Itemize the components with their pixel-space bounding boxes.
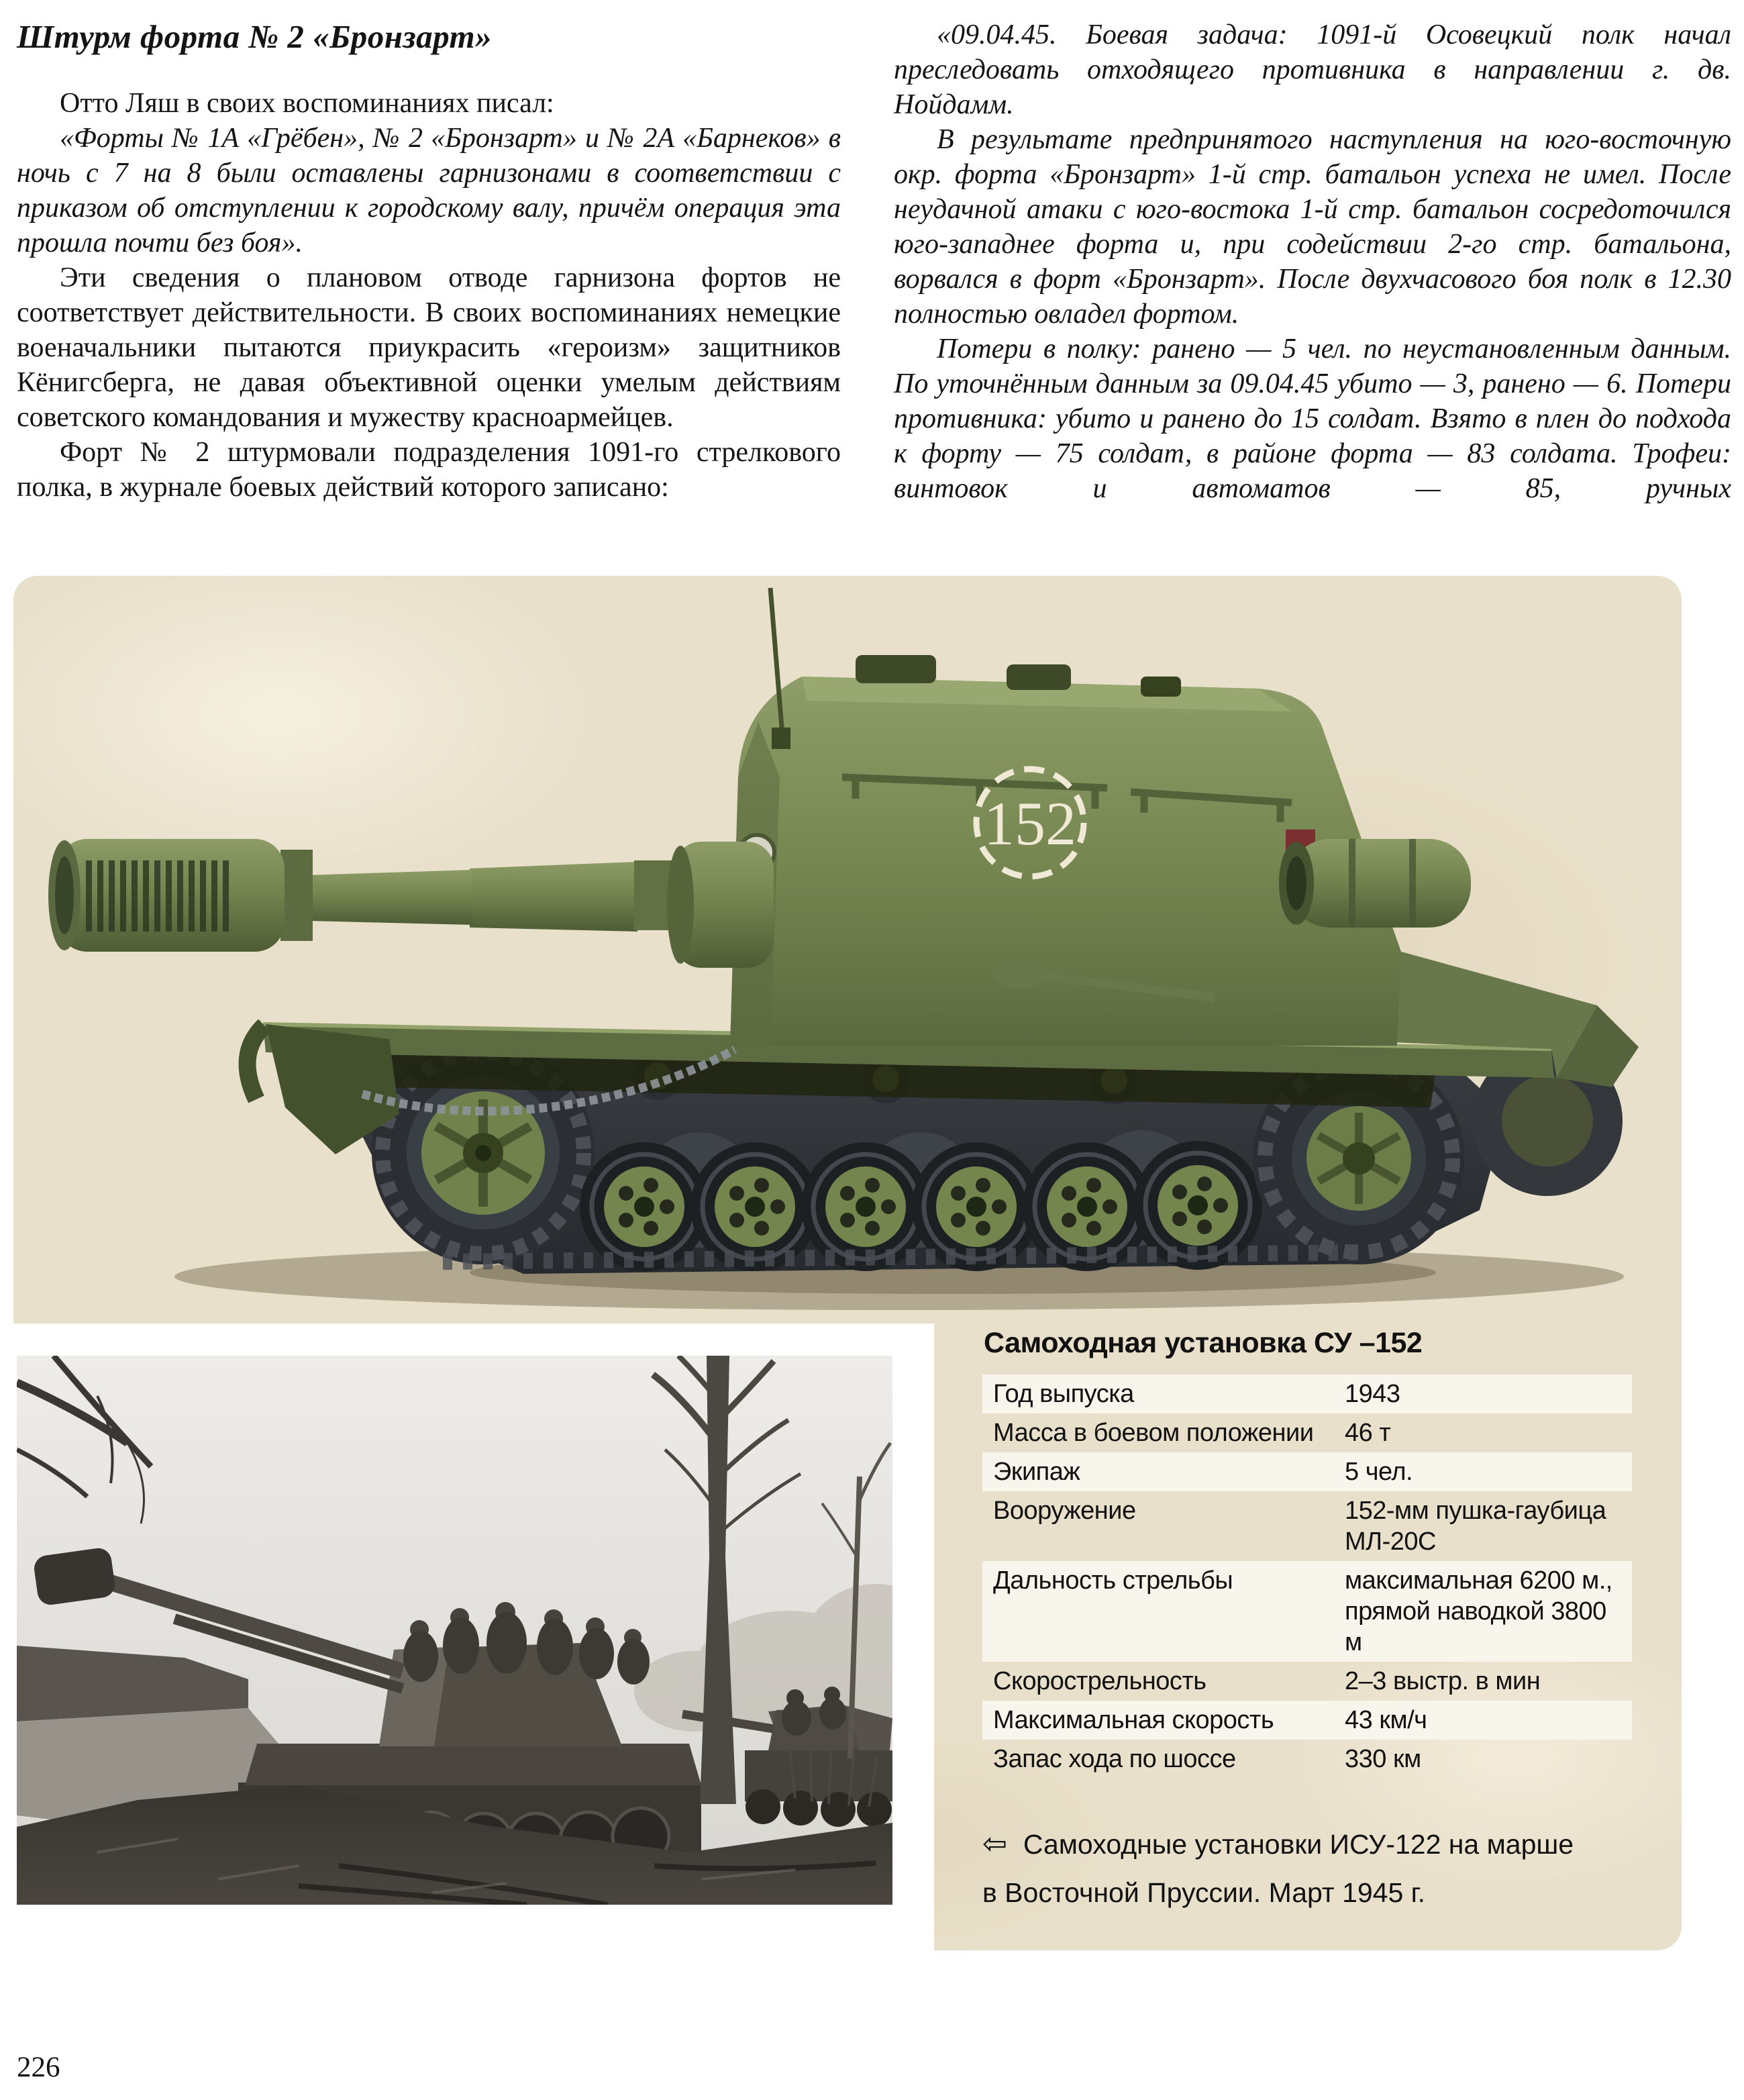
paragraph: Эти сведения о плановом отводе гарнизона фортов не соответствует действительности. В своих воспоминаниях немецкие военачальники пытаются приукрасить «героизм» защитников Кёнигсберга, не давая объективной оценки умелым действиям советского командования и мужеству красноармейцев. [17, 262, 841, 433]
spec-value: 330 км [1345, 1745, 1421, 1773]
paragraph: Отто Ляш в своих воспоминаниях писал: [60, 88, 554, 119]
spec-label: Экипаж [993, 1458, 1080, 1486]
spec-table [982, 1326, 1632, 1779]
right-paragraphs [894, 17, 1731, 506]
spec-value: 43 км/ч [1345, 1706, 1427, 1734]
spec-value: максимальная 6200 м., прямой наводкой 3800 м [1345, 1566, 1612, 1656]
photo-caption-text1: Самоходные установки ИСУ-122 на марше [1023, 1829, 1574, 1860]
spec-row [982, 1491, 1632, 1561]
paragraph: В результате предпринятого наступления на юго-восточную окр. форта «Бронзарт» 1-й стр. батальон успеха не имел. После неудачной атаки с юго-востока 1-й стр. батальон сосредоточился юго-западнее форта и, при содействии 2-го стр. батальона, ворвался в форт «Бронзарт». После двухчасового боя полк в 12.30 полностью овладел фортом. [894, 124, 1731, 330]
left-arrow-icon: ⇦ [982, 1827, 1007, 1861]
spec-value: 5 чел. [1345, 1458, 1413, 1486]
svg-text:152: 152 [984, 789, 1076, 858]
spec-row [982, 1701, 1632, 1740]
photo-caption-text2: в Восточной Пруссии. Март 1945 г. [982, 1877, 1426, 1908]
spec-label: Год выпуска [993, 1380, 1134, 1408]
spec-row [982, 1452, 1632, 1491]
spec-label: Масса в боевом положении [993, 1419, 1314, 1447]
spec-value: 152-мм пушка-гаубица МЛ-20С [1345, 1497, 1606, 1556]
spec-table-title: Самоходная установка СУ –152 [984, 1327, 1423, 1359]
right-text-column [894, 17, 1731, 506]
spec-label: Дальность стрельбы [993, 1566, 1233, 1595]
spec-row [982, 1413, 1632, 1452]
paragraph: Форт № 2 штурмовали подразделения 1091-го стрелкового полка, в журнале боевых действий которого записано: [17, 437, 841, 503]
spec-value: 1943 [1345, 1380, 1400, 1408]
page-title: Штурм форта № 2 «Бронзарт» [17, 18, 493, 55]
photo-caption-line1 [982, 1820, 1653, 1868]
su152-model-image [13, 576, 1682, 1323]
paragraph: «09.04.45. Боевая задача: 1091-й Осовецкий полк начал преследовать отходящего противника в направлении г. дв. Нойдамм. [894, 19, 1731, 120]
spec-row [982, 1374, 1632, 1413]
paragraph: «Форты № 1А «Грёбен», № 2 «Бронзарт» и № 2А «Барнеков» в ночь с 7 на 8 были оставлены гарнизонами в соответствии с приказом об отступлении к городскому валу, причём операция эта прошла почти без боя». [17, 123, 841, 258]
gun-barrel [48, 839, 774, 968]
spec-table-rows [982, 1374, 1632, 1779]
spec-row [982, 1740, 1632, 1779]
spec-value: 2–3 выстр. в мин [1345, 1667, 1541, 1695]
external-fuel-tank [1279, 830, 1471, 928]
spec-label: Запас хода по шоссе [993, 1745, 1236, 1773]
photo-caption [982, 1820, 1653, 1917]
spec-label: Скорострельность [993, 1667, 1207, 1695]
spec-row [982, 1662, 1632, 1701]
spec-row [982, 1561, 1632, 1662]
left-text-column [17, 17, 841, 505]
paragraph: Потери в полку: ранено — 5 чел. по неустановленным данным. По уточнённым данным за 09.04.45 убито — 3, ранено — 6. Потери противника: убито и ранено до 15 солдат. Взято в плен до подхода к форту — 75 солдат, в районе форта — 83 солдата. Трофеи: винтовок и автоматов — 85, ручных [894, 334, 1731, 504]
spec-label: Максимальная скорость [993, 1706, 1274, 1734]
spec-value: 46 т [1345, 1419, 1391, 1447]
isu122-march-photo [17, 1356, 892, 1905]
spec-label: Вооружение [993, 1497, 1136, 1525]
page-number: 226 [17, 2052, 60, 2083]
left-paragraphs [17, 86, 841, 505]
